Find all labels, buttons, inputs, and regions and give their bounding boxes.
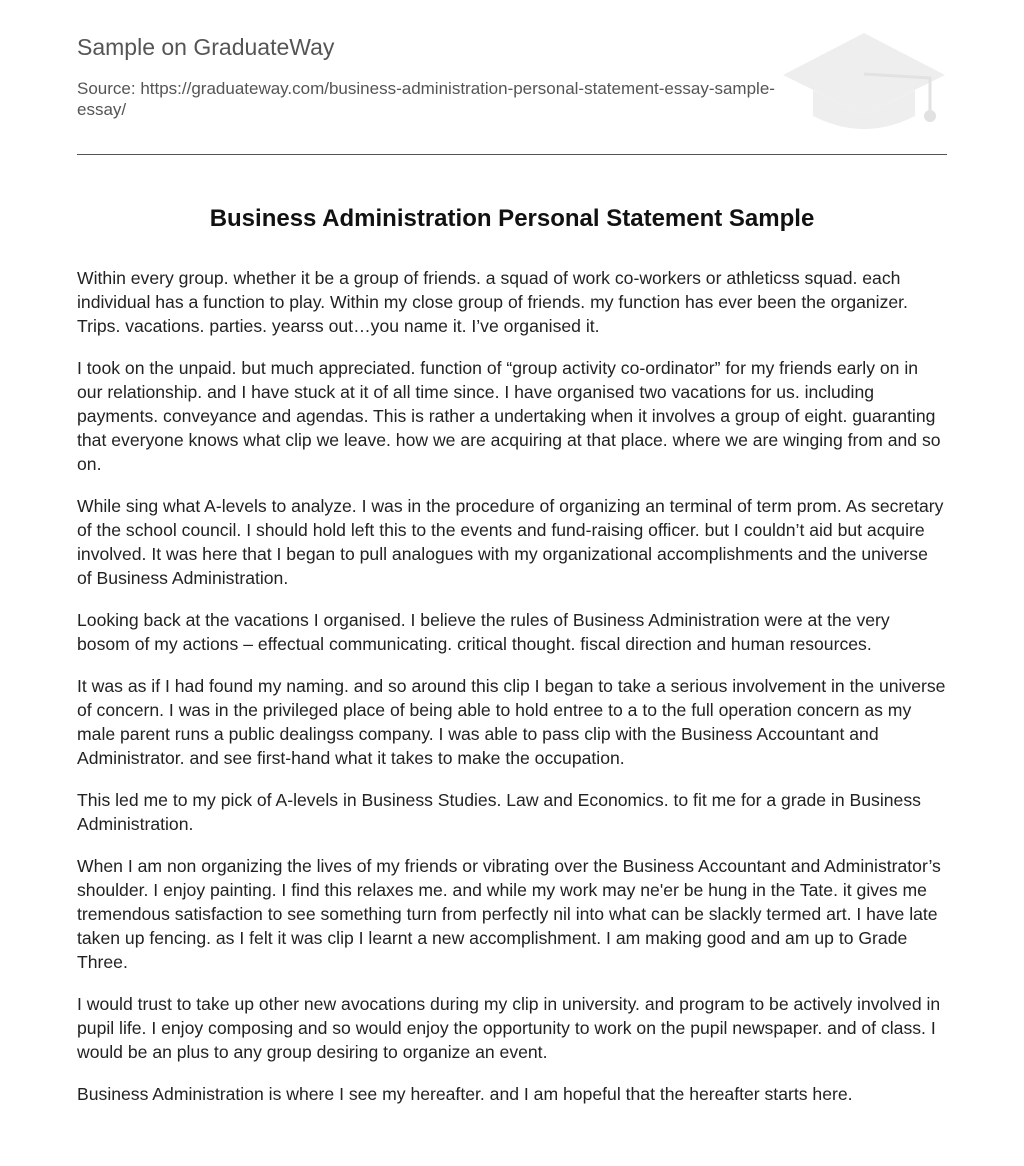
essay-paragraph: It was as if I had found my naming. and so around this clip I began to take a serious involvement in the universe of concern. I was in the privileged place of being able to hold entree to a to the full operation concern as my male parent runs a public dealingss company. I was able to pass clip with the Business Accountant and Administrator. and see first-hand what it takes to make the occupation.: [77, 676, 946, 768]
essay-paragraph: Business Administration is where I see my hereafter. and I am hopeful that the hereafter starts here.: [77, 1084, 853, 1104]
source-line: [77, 78, 777, 120]
source-link[interactable]: https://graduateway.com/business-administration-personal-statement-essay-sample-essay/: [77, 79, 775, 119]
page: [77, 0, 947, 1104]
site-title: Sample on GraduateWay: [77, 34, 335, 60]
graduation-cap-icon: [780, 30, 948, 134]
essay-paragraph: I would trust to take up other new avocations during my clip in university. and program to be actively involved in pupil life. I enjoy composing and so would enjoy the opportunity to work on the pupil newspaper. and of class. I would be an plus to any group desiring to organize an event.: [77, 994, 941, 1062]
header: [77, 0, 947, 155]
essay-paragraph: This led me to my pick of A-levels in Business Studies. Law and Economics. to fit me for a grade in Business Administration.: [77, 790, 921, 834]
essay-paragraph: Looking back at the vacations I organised. I believe the rules of Business Administration were at the very bosom of my actions – effectual communicating. critical thought. fiscal direction and human resources.: [77, 610, 890, 654]
essay-paragraph: While sing what A-levels to analyze. I was in the procedure of organizing an terminal of term prom. As secretary of the school council. I should hold left this to the events and fund-raising officer. but I couldn’t aid but acquire involved. It was here that I began to pull analogues with my organizational accomplishments and the universe of Business Administration.: [77, 496, 944, 588]
source-label: Source:: [77, 79, 141, 98]
essay-paragraph: When I am non organizing the lives of my friends or vibrating over the Business Accountant and Administrator’s shoulder. I enjoy painting. I find this relaxes me. and while my work may ne'er be hung in the Tate. it gives me tremendous satisfaction to see something turn from perfectly nil into what can be slackly termed art. I have late taken up fencing. as I felt it was clip I learnt a new accomplishment. I am making good and am up to Grade Three.: [77, 856, 941, 972]
essay-paragraph: Within every group. whether it be a group of friends. a squad of work co-workers or athleticss squad. each individual has a function to play. Within my close group of friends. my function has ever been the organizer. Trips. vacations. parties. yearss out…you name it. I’ve organised it.: [77, 268, 908, 336]
essay-title: Business Administration Personal Statement Sample: [209, 205, 815, 232]
essay-body: [77, 266, 947, 1124]
essay-paragraph: I took on the unpaid. but much appreciated. function of “group activity co-ordinator” for my friends early on in our relationship. and I have stuck at it of all time since. I have organised two vacations for us. including payments. conveyance and agendas. This is rather a undertaking when it involves a group of eight. guaranting that everyone knows what clip we leave. how we are acquiring at that place. where we are winging from and so on.: [77, 358, 941, 474]
